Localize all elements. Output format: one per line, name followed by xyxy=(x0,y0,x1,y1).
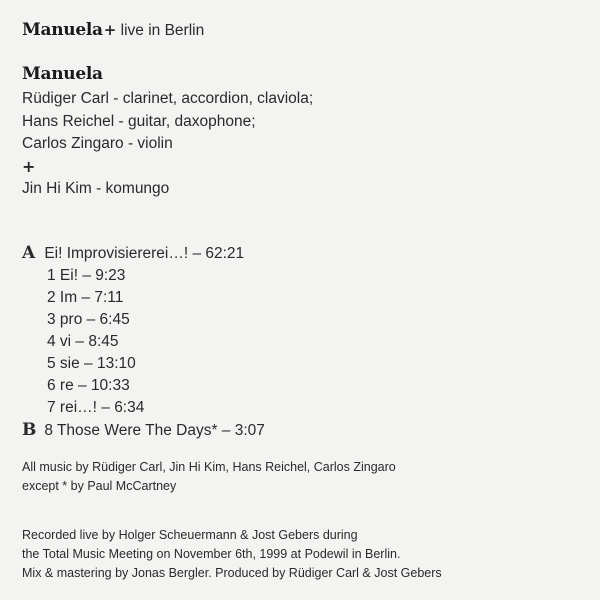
guest-plus-symbol: + xyxy=(22,156,36,176)
side-a-header xyxy=(22,242,265,265)
album-title xyxy=(22,20,204,40)
lineup xyxy=(22,88,313,200)
recording-line: Recorded live by Holger Scheuermann & Jost Gebers during xyxy=(22,528,358,542)
track-row: 5 sie – 13:10 xyxy=(47,355,136,372)
band-logo-plus: + xyxy=(103,21,117,39)
member-line: Hans Reichel - guitar, daxophone; xyxy=(22,112,256,130)
member-line: Rüdiger Carl - clarinet, accordion, claviola; xyxy=(22,90,314,107)
track-row: 2 Im – 7:11 xyxy=(47,289,124,306)
side-a-title: Ei! Improvisiererei…! – 62:21 xyxy=(44,245,245,262)
band-heading xyxy=(22,64,103,84)
recording-credits xyxy=(22,526,442,583)
guest-line: Jin Hi Kim - komungo xyxy=(22,179,170,197)
band-heading-text: Manuela xyxy=(22,64,103,84)
track-row: 1 Ei! – 9:23 xyxy=(47,267,126,284)
track-row: 4 vi – 8:45 xyxy=(47,333,119,350)
album-subtitle: live in Berlin xyxy=(120,22,205,39)
recording-line: the Total Music Meeting on November 6th, 1999 at Podewil in Berlin. xyxy=(22,547,401,561)
member-line: Carlos Zingaro - violin xyxy=(22,135,173,152)
composer-credits xyxy=(22,458,396,496)
band-logo-text: Manuela xyxy=(22,20,103,40)
credits-line: All music by Rüdiger Carl, Jin Hi Kim, Hans Reichel, Carlos Zingaro xyxy=(22,460,396,474)
track-row: 6 re – 10:33 xyxy=(47,377,130,394)
side-b-header xyxy=(22,419,265,442)
side-b-letter: B xyxy=(22,420,37,440)
track-row: 3 pro – 6:45 xyxy=(47,311,130,328)
track-row: 7 rei…! – 6:34 xyxy=(47,399,145,416)
tracklist xyxy=(22,242,265,442)
side-a-letter: A xyxy=(22,243,36,263)
credits-line: except * by Paul McCartney xyxy=(22,479,177,493)
side-b-track: 8 Those Were The Days* – 3:07 xyxy=(44,422,265,439)
recording-line: Mix & mastering by Jonas Bergler. Produced by Rüdiger Carl & Jost Gebers xyxy=(22,566,442,580)
